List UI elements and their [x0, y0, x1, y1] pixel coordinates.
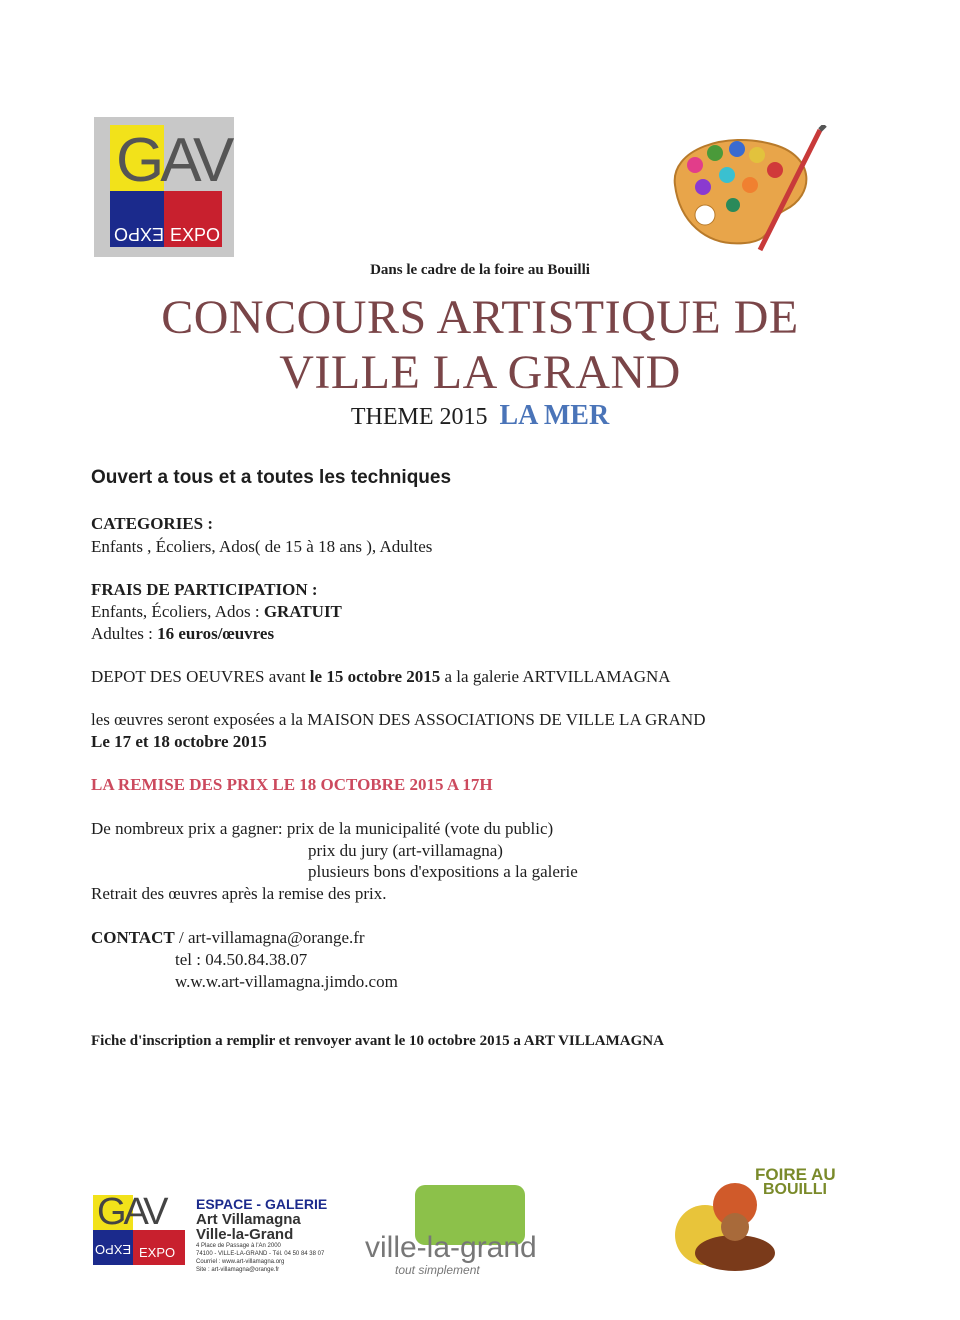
contact-email: / art-villamagna@orange.fr: [179, 928, 365, 947]
galerie-name1: Art Villamagna: [196, 1211, 301, 1228]
prix-bons: plusieurs bons d'expositions a la galerie: [308, 862, 578, 881]
retrait-line: Retrait des œuvres après la remise des prix.: [91, 884, 387, 903]
expo-text: les œuvres seront exposées a la MAISON DES ASSOCIATIONS DE VILLE LA GRAND: [91, 710, 706, 729]
logo-expo-flipped: EXPO: [95, 1242, 132, 1257]
depot-text2: a la galerie ARTVILLAMAGNA: [444, 667, 671, 686]
event-subtitle: Dans le cadre de la foire au Bouilli: [370, 262, 590, 278]
vlg-tagline: tout simplement: [395, 1263, 480, 1277]
paint-palette-icon: [665, 125, 830, 255]
theme-prefix: THEME 2015: [350, 404, 488, 430]
page-title-line2: VILLE LA GRAND: [279, 346, 681, 399]
prix-intro: De nombreux prix a gagner: prix de la municipalité (vote du public): [91, 819, 554, 838]
galerie-head: ESPACE - GALERIE: [196, 1196, 328, 1212]
frais-line2-text: Adultes :: [91, 624, 153, 643]
frais-line1: [91, 602, 342, 622]
page-title-line1: CONCOURS ARTISTIQUE DE: [161, 291, 799, 344]
footer-note: Fiche d'inscription a remplir et renvoyer avant le 10 octobre 2015 a ART VILLAMAGNA: [91, 1033, 664, 1049]
depot-date: le 15 octobre 2015: [309, 667, 441, 686]
lead-text: Ouvert a tous et a toutes les techniques: [91, 467, 452, 488]
vlg-name: ville-la-grand: [365, 1231, 537, 1264]
logo-letters: GAV: [97, 1195, 166, 1233]
galerie-courriel: Courriel : www.art-villamagna.org: [196, 1259, 285, 1265]
galerie-name2: Ville-la-Grand: [196, 1226, 294, 1243]
frais-line1-text: Enfants, Écoliers, Ados :: [91, 602, 260, 621]
logo-expo: EXPO: [170, 225, 221, 245]
frais-label: FRAIS DE PARTICIPATION :: [91, 580, 318, 599]
depot-text1: DEPOT DES OEUVRES avant: [91, 667, 306, 686]
frais-line2: [91, 624, 274, 644]
foire-line1: FOIRE AU: [755, 1165, 836, 1184]
contact-label: CONTACT: [91, 928, 175, 947]
logo-expo: EXPO: [139, 1245, 176, 1260]
galerie-logo: [196, 1196, 356, 1274]
prix-jury: prix du jury (art-villamagna): [308, 841, 503, 860]
contact-web: w.w.w.art-villamagna.jimdo.com: [175, 972, 398, 991]
theme-line: [0, 400, 960, 432]
theme-value: LA MER: [499, 400, 610, 431]
frais-line2-value: 16 euros/œuvres: [157, 624, 275, 643]
contact-line: [91, 928, 365, 948]
galerie-city: 74100 - VILLE-LA-GRAND - Tél. 04 50 84 38 07: [196, 1251, 325, 1257]
foire-au-bouilli-logo: [665, 1165, 850, 1275]
categories-value: Enfants , Écoliers, Ados( de 15 à 18 ans ), Adultes: [91, 537, 433, 556]
logo-expo-flipped: EXPO: [114, 224, 165, 244]
expo-dates: Le 17 et 18 octobre 2015: [91, 732, 267, 751]
galerie-address: 4 Place de Passage à l'An 2000: [196, 1243, 281, 1249]
frais-line1-value: GRATUIT: [263, 602, 342, 621]
gav-expo-logo: [94, 117, 234, 257]
contact-tel: tel : 04.50.84.38.07: [175, 950, 308, 969]
ville-la-grand-logo: [365, 1185, 625, 1275]
categories-label: CATEGORIES :: [91, 514, 214, 533]
foire-line2: BOUILLI: [763, 1181, 827, 1198]
depot-line: [91, 667, 671, 687]
galerie-site: Site : art-villamagna@orange.fr: [196, 1267, 280, 1273]
remise-line: LA REMISE DES PRIX LE 18 OCTOBRE 2015 A 17H: [91, 775, 493, 794]
gav-expo-logo-small: [93, 1195, 185, 1265]
logo-letters: GAV: [116, 126, 231, 195]
